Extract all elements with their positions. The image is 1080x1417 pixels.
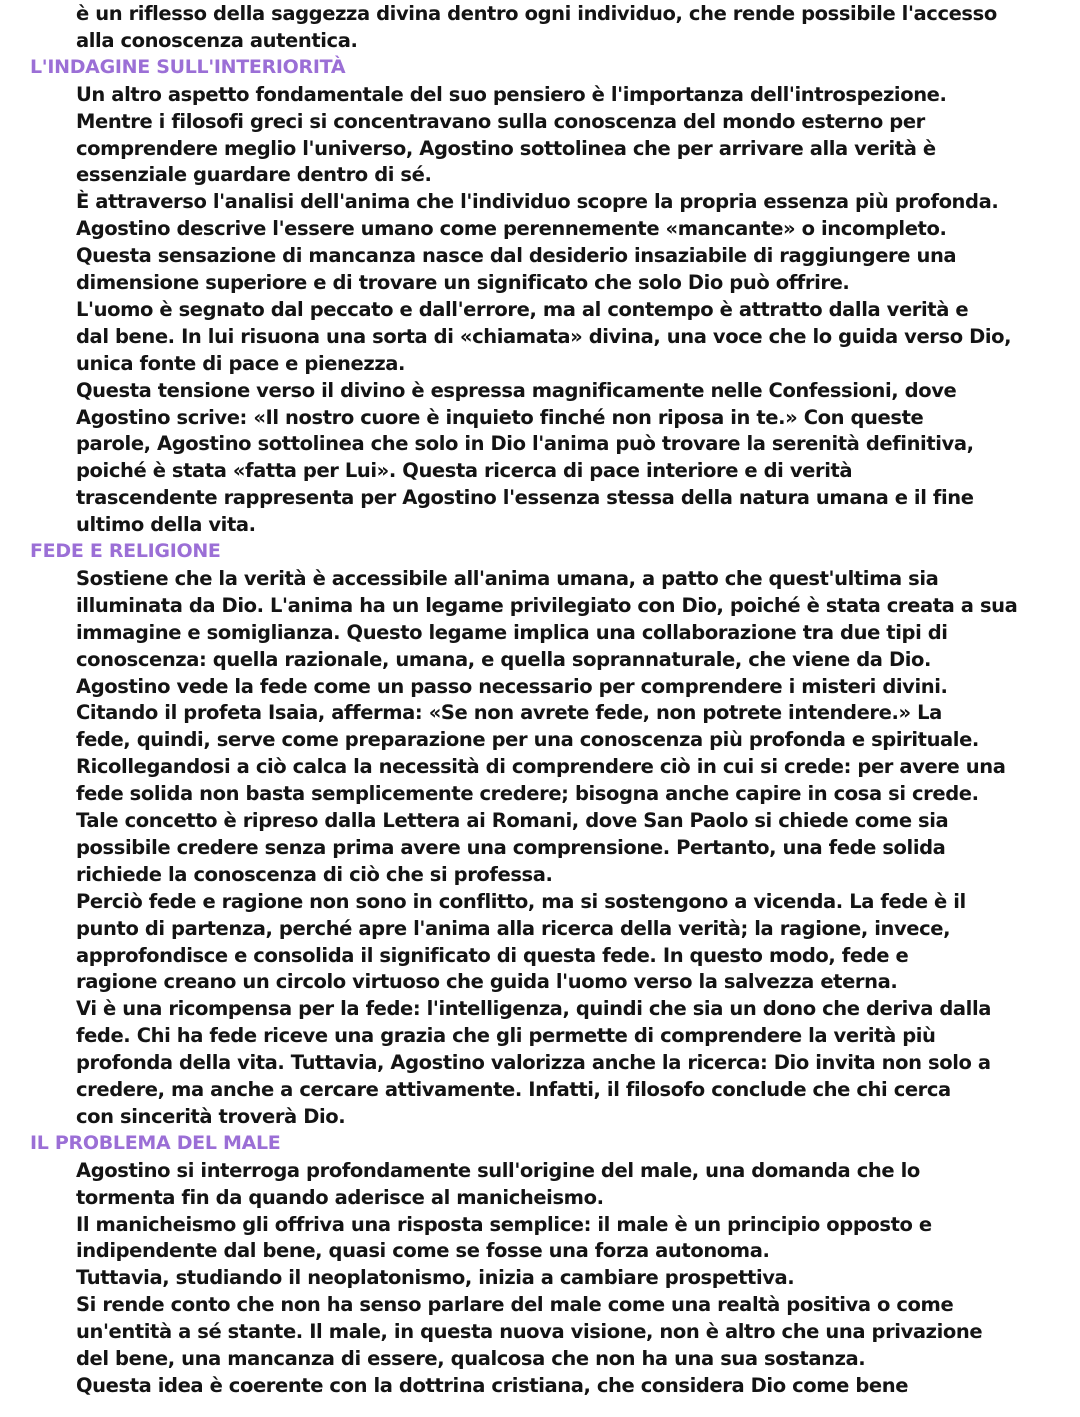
section-heading: FEDE E RELIGIONE (30, 540, 221, 562)
text-line: È attraverso l'analisi dell'anima che l'individuo scopre la propria essenza più profonda. (76, 190, 999, 214)
text-line: unica fonte di pace e pienezza. (76, 351, 406, 375)
text-line: Mentre i filosofi greci si concentravano sulla conoscenza del mondo esterno per (76, 109, 925, 133)
text-line: poiché è stata «fatta per Lui». Questa ricerca di pace interiore e di verità (76, 459, 853, 483)
text-line: possibile credere senza prima avere una comprensione. Pertanto, una fede solida (76, 835, 946, 859)
text-line: è un riflesso della saggezza divina dentro ogni individuo, che rende possibile l'accesso (76, 2, 997, 25)
text-line: un'entità a sé stante. Il male, in questa nuova visione, non è altro che una privazione (76, 1320, 983, 1344)
text-line: dimensione superiore e di trovare un significato che solo Dio può offrire. (76, 271, 850, 294)
text-line: L'uomo è segnato dal peccato e dall'errore, ma al contempo è attratto dalla verità e (76, 297, 969, 321)
text-line: Agostino vede la fede come un passo necessario per comprendere i misteri divini. (76, 674, 948, 698)
text-line: fede solida non basta semplicemente credere; bisogna anche capire in cosa si crede. (76, 782, 979, 806)
text-line: Perciò fede e ragione non sono in conflitto, ma si sostengono a vicenda. La fede è il (76, 889, 966, 913)
text-line: Agostino si interroga profondamente sull'origine del male, una domanda che lo (76, 1158, 920, 1182)
text-line: credere, ma anche a cercare attivamente. Infatti, il filosofo conclude che chi cerca (76, 1078, 951, 1101)
text-line: Tuttavia, studiando il neoplatonismo, inizia a cambiare prospettiva. (76, 1266, 795, 1290)
text-line: con sincerità troverà Dio. (76, 1104, 346, 1128)
text-line: conoscenza: quella razionale, umana, e quella soprannaturale, che viene da Dio. (76, 647, 932, 671)
text-line: alla conoscenza autentica. (76, 28, 358, 52)
text-line: approfondisce e consolida il significato di questa fede. In questo modo, fede e (76, 943, 909, 967)
text-line: fede. Chi ha fede riceve una grazia che gli permette di comprendere la verità più (76, 1024, 936, 1048)
text-line: tormenta fin da quando aderisce al manicheismo. (76, 1185, 604, 1209)
text-line: Citando il profeta Isaia, afferma: «Se non avrete fede, non potrete intendere.» La (76, 701, 942, 725)
text-line: Vi è una ricompensa per la fede: l'intelligenza, quindi che sia un dono che deriva dalla (76, 997, 991, 1021)
text-line: essenziale guardare dentro di sé. (76, 163, 432, 187)
section-heading: L'INDAGINE SULL'INTERIORITÀ (30, 55, 346, 78)
text-line: Agostino scrive: «Il nostro cuore è inquieto finché non riposa in te.» Con queste (76, 405, 924, 429)
text-line: Un altro aspetto fondamentale del suo pensiero è l'importanza dell'introspezione. (76, 82, 947, 106)
text-line: fede, quindi, serve come preparazione per una conoscenza più profonda e spirituale. (76, 728, 979, 752)
text-line: trascendente rappresenta per Agostino l'essenza stessa della natura umana e il fine (76, 486, 974, 510)
text-line: comprendere meglio l'universo, Agostino sottolinea che per arrivare alla verità è (76, 136, 936, 160)
text-line: Questa tensione verso il divino è espressa magnificamente nelle Confessioni, dove (76, 378, 957, 402)
section-heading: IL PROBLEMA DEL MALE (30, 1131, 281, 1154)
text-line: immagine e somiglianza. Questo legame implica una collaborazione tra due tipi di (76, 620, 948, 644)
text-line: Ricollegandosi a ciò calca la necessità di comprendere ciò in cui si crede: per avere una (76, 755, 1006, 779)
text-line: Il manicheismo gli offriva una risposta semplice: il male è un principio opposto e (76, 1212, 932, 1236)
text-line: ultimo della vita. (76, 513, 256, 537)
text-line: dal bene. In lui risuona una sorta di «chiamata» divina, una voce che lo guida verso Dio, (76, 324, 1012, 348)
text-line: illuminata da Dio. L'anima ha un legame privilegiato con Dio, poiché è stata creata a sua (76, 593, 1018, 617)
text-line: Questa sensazione di mancanza nasce dal desiderio insaziabile di raggiungere una (76, 244, 957, 268)
text-line: Sostiene che la verità è accessibile all'anima umana, a patto che quest'ultima sia (76, 566, 939, 590)
text-line: Si rende conto che non ha senso parlare del male come una realtà positiva o come (76, 1293, 954, 1317)
text-line: Tale concetto è ripreso dalla Lettera ai Romani, dove San Paolo si chiede come sia (76, 809, 949, 832)
text-line: ragione creano un circolo virtuoso che guida l'uomo verso la salvezza eterna. (76, 970, 898, 994)
text-line: Agostino descrive l'essere umano come perennemente «mancante» o incompleto. (76, 217, 947, 241)
text-line: parole, Agostino sottolinea che solo in Dio l'anima può trovare la serenità definitiva, (76, 432, 974, 456)
text-line: punto di partenza, perché apre l'anima alla ricerca della verità; la ragione, invece, (76, 916, 951, 940)
text-line: Questa idea è coerente con la dottrina cristiana, che considera Dio come bene (76, 1373, 909, 1397)
text-line: del bene, una mancanza di essere, qualcosa che non ha una sua sostanza. (76, 1347, 866, 1370)
text-line: indipendente dal bene, quasi come se fosse una forza autonoma. (76, 1239, 770, 1263)
text-line: richiede la conoscenza di ciò che si professa. (76, 862, 553, 886)
text-line: profonda della vita. Tuttavia, Agostino valorizza anche la ricerca: Dio invita non solo a (76, 1051, 991, 1075)
